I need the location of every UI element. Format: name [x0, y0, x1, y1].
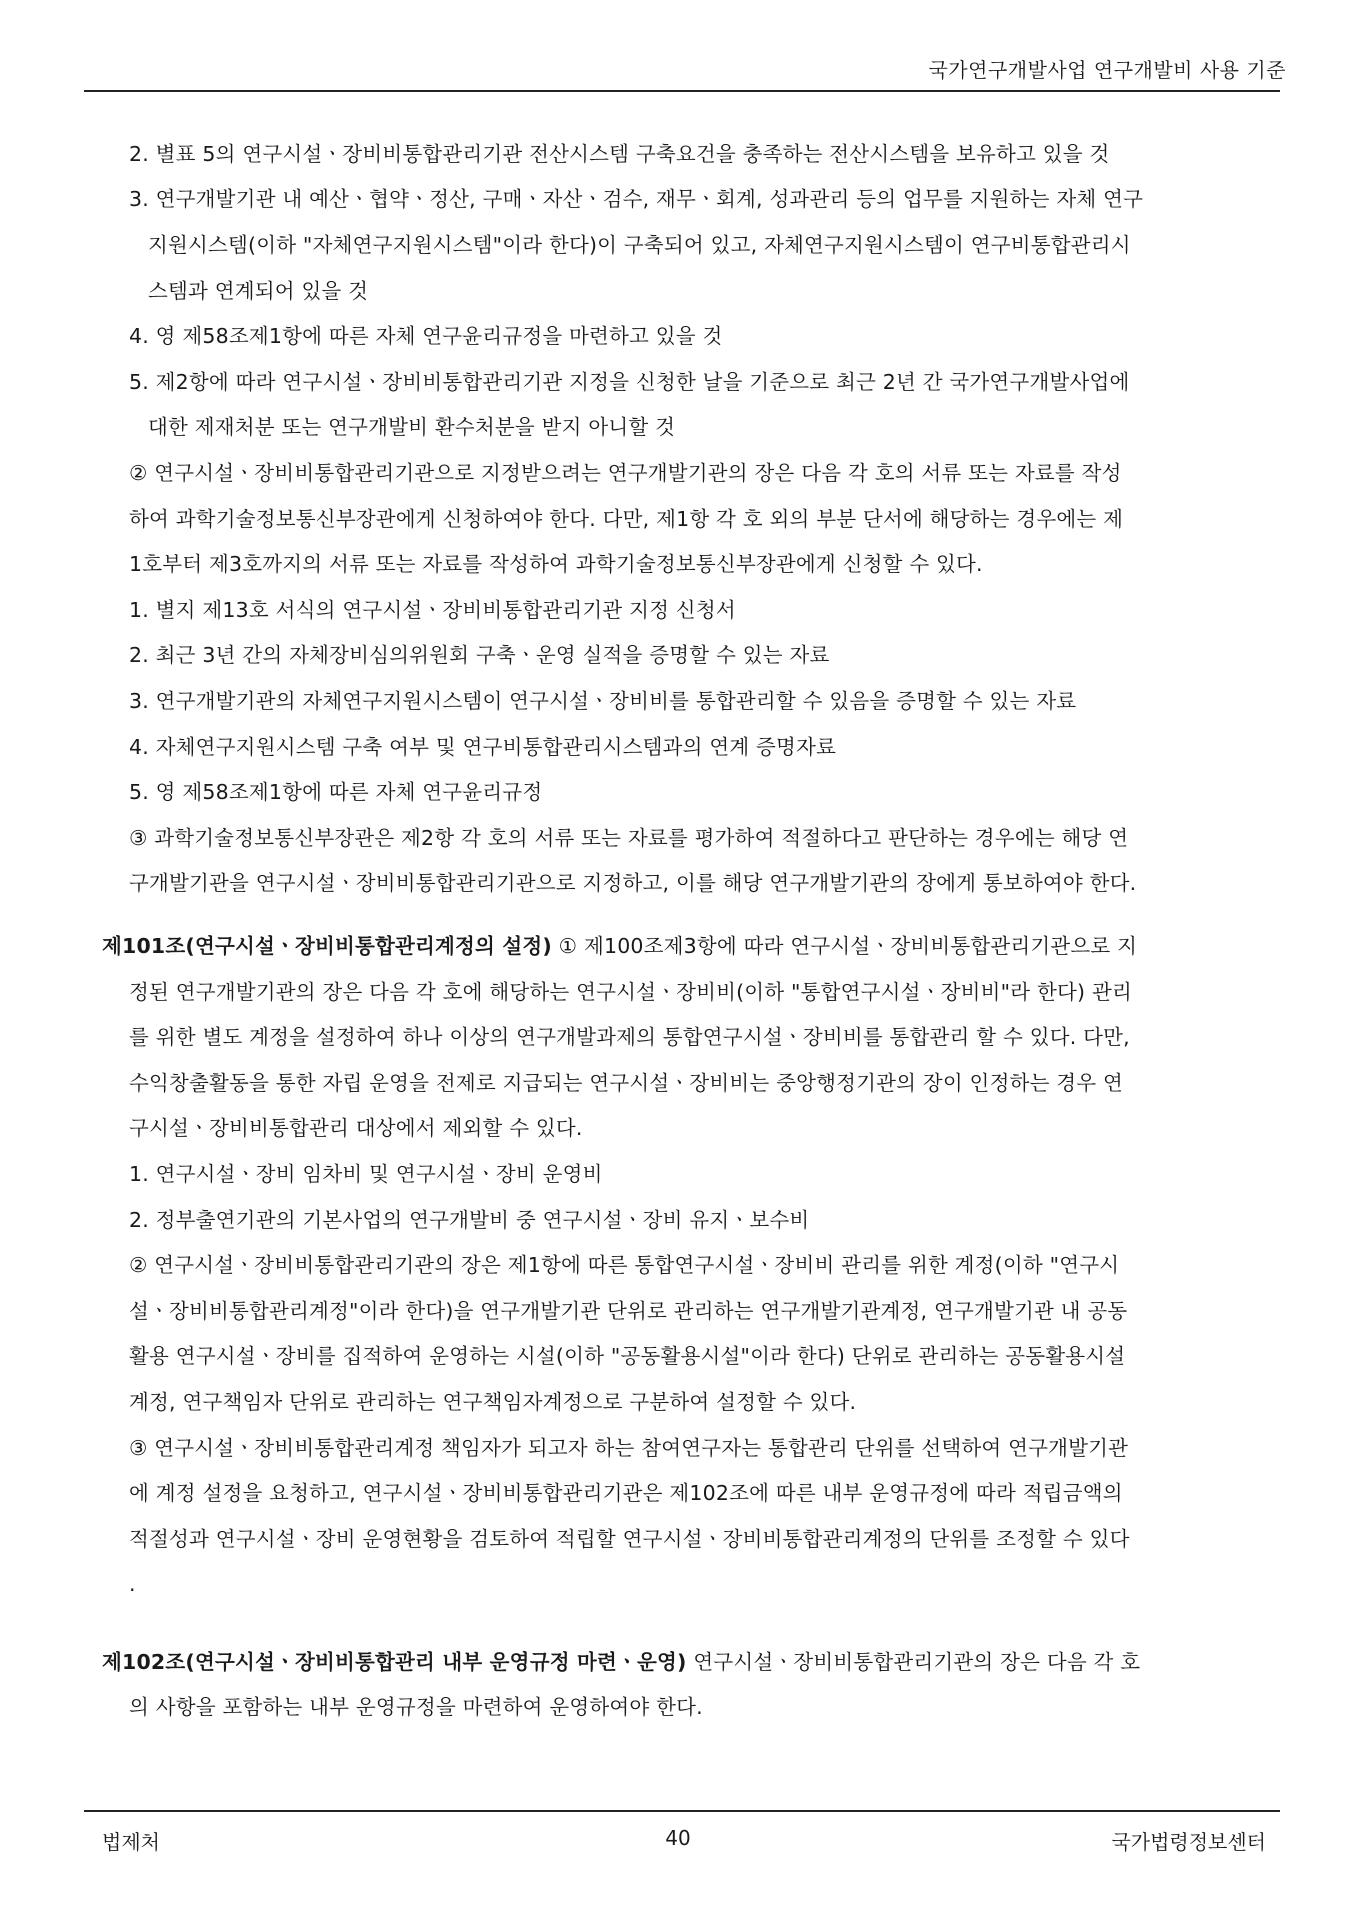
paragraph-line: ② 연구시설ㆍ장비비통합관리기관의 장은 제1항에 따른 통합연구시설ㆍ장비비 관리를 위한 계정(이하 "연구시 [129, 1253, 1120, 1277]
article-101-heading: 제101조(연구시설ㆍ장비비통합관리계정의 설정) [102, 934, 552, 958]
article-102-text: 연구시설ㆍ장비비통합관리기관의 장은 다음 각 호 [686, 1650, 1141, 1674]
header-divider [84, 90, 1280, 92]
item-line: 1. 별지 제13호 서식의 연구시설ㆍ장비비통합관리기관 지정 신청서 [129, 598, 736, 622]
item-line: 5. 제2항에 따라 연구시설ㆍ장비비통합관리기관 지정을 신청한 날을 기준으로 최근 2년 간 국가연구개발사업에 [129, 370, 1130, 394]
paragraph-line: 구개발기관을 연구시설ㆍ장비비통합관리기관으로 지정하고, 이를 해당 연구개발기관의 장에게 통보하여야 한다. [129, 871, 1137, 895]
paragraph-line: 1호부터 제3호까지의 서류 또는 자료를 작성하여 과학기술정보통신부장관에게 신청할 수 있다. [129, 552, 983, 576]
article-line: 를 위한 별도 계정을 설정하여 하나 이상의 연구개발과제의 통합연구시설ㆍ장비비를 통합관리 할 수 있다. 다만, [129, 1025, 1130, 1049]
item-line: 3. 연구개발기관의 자체연구지원시스템이 연구시설ㆍ장비비를 통합관리할 수 있음을 증명할 수 있는 자료 [129, 689, 1077, 713]
item-line: 2. 별표 5의 연구시설ㆍ장비비통합관리기관 전산시스템 구축요건을 충족하는 전산시스템을 보유하고 있을 것 [129, 142, 1110, 166]
paragraph-line: 활용 연구시설ㆍ장비를 집적하여 운영하는 시설(이하 "공동활용시설"이라 한다) 단위로 관리하는 공동활용시설 [129, 1344, 1126, 1368]
footer-divider [84, 1810, 1280, 1812]
article-101-text: ① 제100조제3항에 따라 연구시설ㆍ장비비통합관리기관으로 지 [551, 934, 1138, 958]
item-line: 5. 영 제58조제1항에 따른 자체 연구윤리규정 [129, 780, 543, 804]
item-continuation: 지원시스템(이하 "자체연구지원시스템"이라 한다)이 구축되어 있고, 자체연구지원시스템이 연구비통합관리시 [148, 233, 1131, 257]
paragraph-line: . [129, 1572, 136, 1596]
item-line: 4. 영 제58조제1항에 따른 자체 연구윤리규정을 마련하고 있을 것 [129, 324, 723, 348]
paragraph-line: 계정, 연구책임자 단위로 관리하는 연구책임자계정으로 구분하여 설정할 수 있다. [129, 1390, 857, 1414]
paragraph-line: 하여 과학기술정보통신부장관에게 신청하여야 한다. 다만, 제1항 각 호 외의 부분 단서에 해당하는 경우에는 제 [129, 507, 1124, 531]
document-header-title: 국가연구개발사업 연구개발비 사용 기준 [928, 58, 1286, 82]
article-line: 의 사항을 포함하는 내부 운영규정을 마련하여 운영하여야 한다. [129, 1695, 703, 1719]
item-line: 2. 최근 3년 간의 자체장비심의위원회 구축ㆍ운영 실적을 증명할 수 있는 자료 [129, 643, 830, 667]
item-line: 3. 연구개발기관 내 예산ㆍ협약ㆍ정산, 구매ㆍ자산ㆍ검수, 재무ㆍ회계, 성과관리 등의 업무를 지원하는 자체 연구 [129, 187, 1144, 211]
item-continuation: 대한 제재처분 또는 연구개발비 환수처분을 받지 아니할 것 [148, 415, 676, 439]
article-line: 수익창출활동을 통한 자립 운영을 전제로 지급되는 연구시설ㆍ장비비는 중앙행정기관의 장이 인정하는 경우 연 [129, 1071, 1124, 1095]
article-102-heading: 제102조(연구시설ㆍ장비비통합관리 내부 운영규정 마련ㆍ운영) [102, 1650, 687, 1674]
paragraph-line: 설ㆍ장비비통합관리계정"이라 한다)을 연구개발기관 단위로 관리하는 연구개발기관계정, 연구개발기관 내 공동 [129, 1299, 1128, 1323]
paragraph-line: ③ 과학기술정보통신부장관은 제2항 각 호의 서류 또는 자료를 평가하여 적절하다고 판단하는 경우에는 해당 연 [129, 826, 1129, 850]
paragraph-line: ② 연구시설ㆍ장비비통합관리기관으로 지정받으려는 연구개발기관의 장은 다음 각 호의 서류 또는 자료를 작성 [129, 461, 1122, 485]
paragraph-line: 에 계정 설정을 요청하고, 연구시설ㆍ장비비통합관리기관은 제102조에 따른 내부 운영규정에 따라 적립금액의 [129, 1481, 1123, 1505]
article-line: 정된 연구개발기관의 장은 다음 각 호에 해당하는 연구시설ㆍ장비비(이하 "통합연구시설ㆍ장비비"라 한다) 관리 [129, 980, 1132, 1004]
footer-publisher: 법제처 [102, 1830, 160, 1854]
item-line: 2. 정부출연기관의 기본사업의 연구개발비 중 연구시설ㆍ장비 유지ㆍ보수비 [129, 1208, 810, 1232]
item-line: 1. 연구시설ㆍ장비 임차비 및 연구시설ㆍ장비 운영비 [129, 1162, 603, 1186]
article-102-first-line [102, 1648, 1140, 1676]
paragraph-line: ③ 연구시설ㆍ장비비통합관리계정 책임자가 되고자 하는 참여연구자는 통합관리 단위를 선택하여 연구개발기관 [129, 1436, 1129, 1460]
article-101-first-line [102, 932, 1137, 960]
item-line: 4. 자체연구지원시스템 구축 여부 및 연구비통합관리시스템과의 연계 증명자료 [129, 735, 837, 759]
paragraph-line: 적절성과 연구시설ㆍ장비 운영현황을 검토하여 적립할 연구시설ㆍ장비비통합관리계정의 단위를 조정할 수 있다 [129, 1527, 1130, 1551]
page-number: 40 [665, 1826, 691, 1850]
footer-source: 국가법령정보센터 [1111, 1830, 1266, 1854]
article-line: 구시설ㆍ장비비통합관리 대상에서 제외할 수 있다. [129, 1116, 583, 1140]
item-continuation: 스템과 연계되어 있을 것 [148, 279, 369, 303]
